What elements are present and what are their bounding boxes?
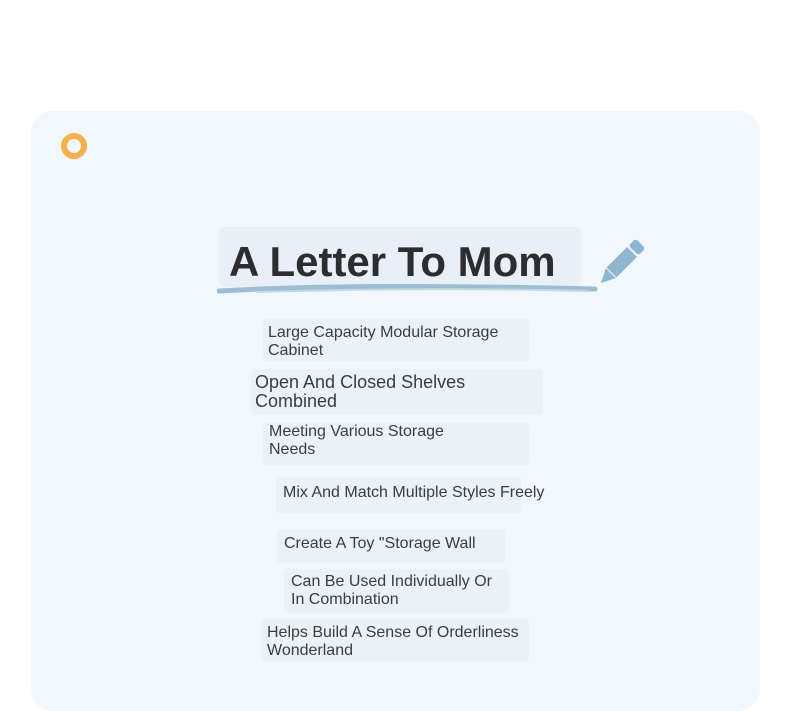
list-item-line: Cabinet	[268, 342, 324, 359]
list-item-line: Meeting Various Storage	[269, 423, 444, 440]
list-item-line: Can Be Used Individually Or	[291, 573, 492, 590]
list-item-line: Mix And Match Multiple Styles Freely	[283, 484, 545, 501]
list-item-line: Large Capacity Modular Storage	[268, 324, 499, 341]
list-item	[284, 535, 476, 553]
list-item	[291, 573, 492, 609]
brush-underline	[217, 279, 607, 299]
list-item-line: In Combination	[291, 591, 399, 608]
letter-card	[31, 111, 760, 711]
list-item-line: Needs	[269, 441, 316, 458]
ring-icon	[61, 133, 87, 159]
list-item	[267, 624, 519, 660]
list-item	[268, 324, 498, 360]
page-title: A Letter To Mom	[229, 238, 556, 285]
list-item-line: Wonderland	[267, 642, 353, 659]
list-item-line: Open And Closed Shelves	[255, 372, 466, 392]
list-item	[283, 484, 544, 502]
list-item	[269, 423, 444, 459]
list-item-line: Combined	[255, 391, 338, 411]
list-item-line: Create A Toy "Storage Wall	[284, 535, 476, 552]
pencil-icon	[595, 237, 645, 291]
title-block	[217, 227, 637, 297]
list-item-line: Helps Build A Sense Of Orderliness	[267, 624, 519, 641]
list-item	[255, 373, 465, 411]
